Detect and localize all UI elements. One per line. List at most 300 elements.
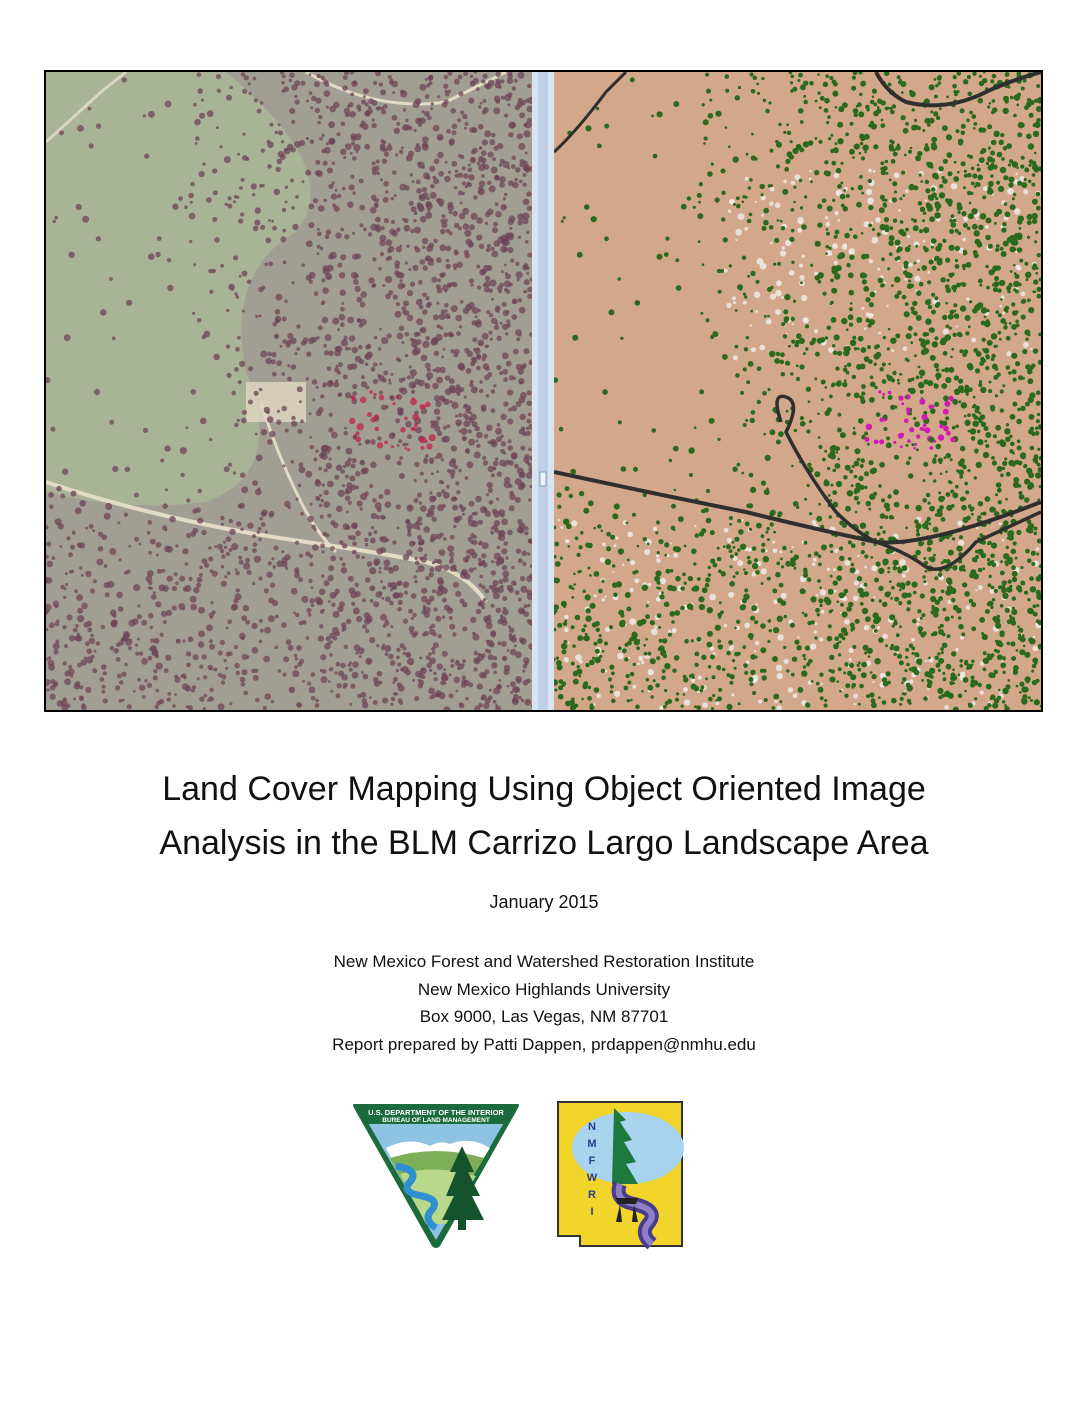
classified-vegetation-dot (635, 705, 640, 710)
photo-vegetation-dot (512, 698, 517, 703)
photo-vegetation-dot (371, 513, 377, 519)
classified-vegetation-dot (882, 393, 885, 396)
photo-vegetation-dot (503, 577, 509, 583)
classified-vegetation-dot (1035, 701, 1038, 704)
classified-vegetation-dot (1036, 553, 1039, 556)
classified-vegetation-dot (907, 600, 912, 605)
classified-vegetation-dot (963, 349, 968, 354)
classified-vegetation-dot (923, 348, 929, 354)
photo-vegetation-dot (396, 526, 399, 529)
photo-vegetation-dot (344, 645, 348, 649)
photo-vegetation-dot (378, 680, 382, 684)
classified-vegetation-dot (784, 316, 790, 322)
classified-vegetation-dot (903, 194, 906, 197)
photo-vegetation-dot (410, 398, 417, 405)
photo-vegetation-dot (407, 658, 414, 665)
classified-vegetation-dot (554, 578, 560, 584)
photo-vegetation-dot (55, 604, 59, 608)
classified-vegetation-dot (990, 653, 994, 657)
classified-vegetation-dot (729, 549, 733, 553)
photo-vegetation-dot (419, 501, 422, 504)
photo-vegetation-dot (220, 640, 225, 645)
photo-vegetation-dot (443, 668, 446, 671)
photo-vegetation-dot (325, 334, 332, 341)
photo-vegetation-dot (208, 269, 213, 274)
classified-vegetation-dot (933, 440, 936, 443)
photo-vegetation-dot (227, 619, 232, 624)
photo-vegetation-dot (372, 257, 376, 261)
classified-vegetation-dot (722, 354, 728, 360)
photo-vegetation-dot (519, 112, 525, 118)
photo-vegetation-dot (404, 218, 409, 223)
classified-vegetation-dot (701, 528, 706, 533)
classified-vegetation-dot (846, 328, 849, 331)
classified-vegetation-dot (1037, 413, 1040, 416)
photo-vegetation-dot (287, 333, 293, 339)
photo-vegetation-dot (478, 583, 482, 587)
photo-vegetation-dot (156, 554, 159, 557)
photo-vegetation-dot (512, 182, 519, 189)
photo-vegetation-dot (422, 309, 428, 315)
photo-vegetation-dot (119, 558, 122, 561)
photo-vegetation-dot (150, 587, 153, 590)
classified-vegetation-dot (743, 568, 746, 571)
photo-vegetation-dot (447, 545, 454, 552)
classified-vegetation-dot (958, 460, 964, 466)
classified-vegetation-dot (964, 482, 968, 486)
classified-vegetation-dot (905, 122, 909, 126)
classified-vegetation-dot (915, 245, 918, 248)
classified-vegetation-dot (829, 76, 833, 80)
photo-vegetation-dot (455, 384, 460, 389)
photo-vegetation-dot (384, 489, 390, 495)
classified-bare-patch (750, 324, 752, 326)
photo-vegetation-dot (462, 626, 467, 631)
classified-vegetation-dot (979, 75, 982, 78)
classified-vegetation-dot (715, 625, 721, 631)
photo-vegetation-dot (101, 690, 105, 694)
classified-vegetation-dot (883, 336, 886, 339)
classified-vegetation-dot (718, 569, 722, 573)
photo-vegetation-dot (258, 487, 261, 490)
photo-vegetation-dot (373, 677, 379, 683)
photo-vegetation-dot (491, 570, 496, 575)
photo-vegetation-dot (422, 187, 427, 192)
classified-vegetation-dot (996, 482, 1002, 488)
photo-vegetation-dot (400, 90, 404, 94)
photo-vegetation-dot (440, 533, 444, 537)
classified-vegetation-dot (941, 176, 944, 179)
classified-vegetation-dot (749, 178, 753, 182)
photo-vegetation-dot (405, 421, 411, 427)
photo-vegetation-dot (343, 75, 348, 80)
photo-vegetation-dot (228, 284, 235, 291)
classified-bare-patch (976, 218, 978, 220)
classified-vegetation-dot (961, 124, 966, 129)
photo-vegetation-dot (434, 159, 440, 165)
photo-vegetation-dot (233, 598, 238, 603)
photo-vegetation-dot (116, 657, 121, 662)
photo-vegetation-dot (527, 118, 532, 123)
photo-vegetation-dot (156, 689, 160, 693)
classified-bare-patch (799, 264, 803, 268)
photo-vegetation-dot (383, 197, 389, 203)
photo-vegetation-dot (437, 134, 444, 141)
classified-vegetation-dot (826, 601, 829, 604)
classified-vegetation-dot (588, 686, 592, 690)
classified-vegetation-dot (842, 637, 846, 641)
classified-vegetation-dot (946, 279, 949, 282)
classified-bare-patch (866, 189, 872, 195)
photo-vegetation-dot (464, 127, 467, 130)
classified-vegetation-dot (864, 356, 870, 362)
photo-vegetation-dot (527, 390, 532, 395)
classified-vegetation-dot (1028, 637, 1033, 642)
photo-vegetation-dot (485, 589, 490, 594)
classified-vegetation-dot (976, 351, 982, 357)
photo-vegetation-dot (49, 505, 54, 510)
classified-vegetation-dot (790, 89, 793, 92)
photo-vegetation-dot (281, 81, 285, 85)
classified-vegetation-dot (691, 549, 697, 555)
photo-vegetation-dot (319, 589, 326, 596)
photo-vegetation-dot (346, 511, 349, 514)
photo-vegetation-dot (450, 349, 454, 353)
photo-vegetation-dot (311, 672, 316, 677)
classified-vegetation-dot (923, 580, 926, 583)
classified-vegetation-dot (783, 309, 788, 314)
photo-vegetation-dot (312, 544, 319, 551)
photo-vegetation-dot (79, 542, 85, 548)
classified-bare-patch (761, 568, 767, 574)
photo-vegetation-dot (315, 108, 320, 113)
photo-vegetation-dot (240, 528, 244, 532)
classified-vegetation-dot (843, 189, 846, 192)
classified-bare-patch (779, 551, 782, 554)
classified-vegetation-dot (618, 420, 622, 424)
photo-vegetation-dot (519, 307, 526, 314)
photo-vegetation-dot (493, 461, 499, 467)
photo-vegetation-dot (493, 671, 497, 675)
photo-vegetation-dot (489, 313, 494, 318)
photo-vegetation-dot (490, 632, 496, 638)
classified-vegetation-dot (906, 444, 909, 447)
photo-vegetation-dot (483, 107, 489, 113)
photo-vegetation-dot (490, 338, 493, 341)
photo-vegetation-dot (261, 148, 265, 152)
classified-vegetation-dot (835, 142, 838, 145)
photo-vegetation-dot (482, 333, 489, 340)
photo-vegetation-dot (64, 644, 68, 648)
classified-bare-patch (702, 702, 708, 708)
classified-vegetation-dot (650, 658, 656, 664)
classified-vegetation-dot (586, 608, 591, 613)
classified-vegetation-dot (802, 654, 805, 657)
classified-vegetation-dot (671, 586, 677, 592)
photo-vegetation-dot (464, 250, 469, 255)
classified-vegetation-dot (816, 682, 820, 686)
photo-vegetation-dot (241, 682, 246, 687)
classified-vegetation-dot (735, 373, 740, 378)
photo-vegetation-dot (271, 220, 274, 223)
classified-vegetation-dot (776, 562, 780, 566)
classified-bare-patch (641, 661, 644, 664)
classified-vegetation-dot (859, 93, 862, 96)
photo-vegetation-dot (272, 372, 277, 377)
photo-vegetation-dot (90, 634, 94, 638)
classified-vegetation-dot (885, 644, 888, 647)
classified-vegetation-dot (1024, 591, 1028, 595)
classified-vegetation-dot (1006, 423, 1009, 426)
classified-vegetation-dot (954, 161, 957, 164)
classified-vegetation-dot (1027, 98, 1032, 103)
photo-vegetation-dot (77, 608, 83, 614)
photo-vegetation-dot (239, 275, 242, 278)
photo-vegetation-dot (471, 552, 477, 558)
photo-vegetation-dot (446, 264, 451, 269)
classified-vegetation-dot (810, 596, 816, 602)
classified-vegetation-dot (863, 286, 869, 292)
classified-vegetation-dot (754, 157, 758, 161)
photo-vegetation-dot (377, 436, 381, 440)
photo-vegetation-dot (437, 559, 442, 564)
photo-vegetation-dot (224, 466, 230, 472)
classified-vegetation-dot (721, 169, 726, 174)
photo-vegetation-dot (508, 219, 514, 225)
photo-vegetation-dot (278, 669, 282, 673)
classified-bare-patch (914, 276, 920, 282)
photo-vegetation-dot (283, 261, 287, 265)
classified-vegetation-dot (949, 229, 954, 234)
classified-vegetation-dot (849, 663, 854, 668)
photo-vegetation-dot (451, 161, 457, 167)
photo-vegetation-dot (520, 586, 527, 593)
photo-vegetation-dot (189, 240, 192, 243)
classified-vegetation-dot (824, 98, 830, 104)
photo-vegetation-dot (321, 499, 324, 502)
photo-vegetation-dot (503, 401, 508, 406)
classified-bare-patch (755, 641, 759, 645)
photo-vegetation-dot (92, 529, 95, 532)
photo-vegetation-dot (503, 607, 506, 610)
photo-vegetation-dot (112, 337, 116, 341)
classified-vegetation-dot (658, 626, 661, 629)
classified-vegetation-dot (783, 334, 788, 339)
classified-vegetation-dot (936, 663, 941, 668)
photo-vegetation-dot (330, 546, 335, 551)
photo-vegetation-dot (478, 542, 481, 545)
photo-vegetation-dot (439, 692, 446, 699)
photo-vegetation-dot (479, 181, 485, 187)
photo-vegetation-dot (55, 640, 59, 644)
classified-vegetation-dot (951, 348, 954, 351)
photo-vegetation-dot (245, 558, 250, 563)
classified-vegetation-dot (861, 672, 867, 678)
photo-vegetation-dot (499, 163, 503, 167)
classified-vegetation-dot (806, 429, 810, 433)
classified-vegetation-dot (707, 607, 713, 613)
classified-vegetation-dot (831, 609, 834, 612)
photo-vegetation-dot (379, 395, 384, 400)
photo-vegetation-dot (210, 569, 214, 573)
photo-vegetation-dot (360, 397, 367, 404)
photo-vegetation-dot (499, 182, 505, 188)
photo-vegetation-dot (265, 531, 268, 534)
photo-vegetation-dot (76, 594, 83, 601)
photo-vegetation-dot (233, 200, 236, 203)
photo-vegetation-dot (421, 588, 427, 594)
photo-vegetation-dot (485, 366, 490, 371)
photo-vegetation-dot (519, 159, 524, 164)
photo-vegetation-dot (329, 653, 333, 657)
classified-vegetation-dot (788, 345, 791, 348)
photo-vegetation-dot (252, 623, 258, 629)
photo-vegetation-dot (62, 469, 68, 475)
classified-vegetation-dot (1010, 641, 1015, 646)
photo-vegetation-dot (247, 570, 252, 575)
classified-vegetation-dot (657, 613, 662, 618)
classified-vegetation-dot (997, 466, 1003, 472)
photo-vegetation-dot (333, 636, 337, 640)
classified-vegetation-dot (809, 512, 812, 515)
photo-vegetation-dot (264, 693, 271, 700)
photo-vegetation-dot (434, 409, 440, 415)
classified-vegetation-dot (1027, 598, 1030, 601)
photo-vegetation-dot (345, 490, 350, 495)
classified-vegetation-dot (773, 627, 779, 633)
classified-vegetation-dot (1030, 699, 1033, 702)
classified-vegetation-dot (770, 149, 774, 153)
classified-vegetation-dot (589, 574, 592, 577)
photo-vegetation-dot (167, 692, 171, 696)
classified-vegetation-dot (818, 436, 821, 439)
photo-vegetation-dot (204, 331, 211, 338)
photo-vegetation-dot (236, 588, 240, 592)
classified-vegetation-dot (984, 316, 987, 319)
photo-vegetation-dot (260, 351, 267, 358)
classified-vegetation-dot (701, 655, 706, 660)
classified-vegetation-dot (587, 567, 590, 570)
photo-vegetation-dot (302, 180, 305, 183)
classified-vegetation-dot (889, 179, 892, 182)
classified-vegetation-dot (849, 290, 855, 296)
classified-vegetation-dot (749, 213, 753, 217)
classified-vegetation-dot (985, 496, 991, 502)
photo-vegetation-dot (240, 213, 244, 217)
photo-vegetation-dot (411, 593, 417, 599)
classified-bare-patch (755, 603, 758, 606)
classified-vegetation-dot (982, 634, 988, 640)
photo-vegetation-dot (429, 496, 436, 503)
classified-vegetation-dot (978, 383, 982, 387)
photo-vegetation-dot (517, 133, 523, 139)
photo-vegetation-dot (398, 600, 403, 605)
photo-vegetation-dot (202, 162, 205, 165)
photo-vegetation-dot (424, 612, 430, 618)
photo-vegetation-dot (425, 94, 430, 99)
photo-vegetation-dot (231, 604, 237, 610)
photo-vegetation-dot (511, 566, 515, 570)
photo-vegetation-dot (379, 363, 382, 366)
photo-vegetation-dot (390, 660, 396, 666)
photo-vegetation-dot (409, 201, 414, 206)
photo-vegetation-dot (388, 379, 391, 382)
photo-vegetation-dot (387, 249, 391, 253)
classified-vegetation-dot (744, 671, 748, 675)
photo-vegetation-dot (297, 386, 303, 392)
classified-vegetation-dot (946, 96, 949, 99)
photo-vegetation-dot (388, 567, 392, 571)
classified-vegetation-dot (980, 213, 986, 219)
classified-vegetation-dot (620, 620, 625, 625)
photo-vegetation-dot (429, 572, 434, 577)
classified-bare-patch (754, 292, 761, 299)
classified-vegetation-dot (751, 133, 754, 136)
photo-vegetation-dot (251, 183, 257, 189)
photo-vegetation-dot (324, 82, 329, 87)
photo-vegetation-dot (233, 471, 236, 474)
classified-vegetation-dot (770, 522, 774, 526)
classified-bare-patch (776, 280, 782, 286)
photo-vegetation-dot (124, 513, 128, 517)
photo-vegetation-dot (291, 84, 297, 90)
classified-bare-patch (1014, 208, 1020, 214)
photo-vegetation-dot (191, 389, 197, 395)
photo-vegetation-dot (363, 228, 367, 232)
classified-vegetation-dot (986, 162, 989, 165)
photo-vegetation-dot (484, 287, 490, 293)
classified-vegetation-dot (991, 456, 995, 460)
classified-vegetation-dot (936, 116, 940, 120)
photo-vegetation-dot (525, 152, 528, 155)
classified-vegetation-dot (608, 309, 614, 315)
photo-vegetation-dot (296, 324, 300, 328)
classified-vegetation-dot (975, 550, 979, 554)
classified-vegetation-dot (1015, 557, 1018, 560)
photo-vegetation-dot (492, 580, 498, 586)
classified-bare-patch (966, 605, 970, 609)
classified-bare-patch (772, 541, 775, 544)
classified-vegetation-dot (917, 268, 920, 271)
classified-vegetation-dot (847, 490, 853, 496)
photo-vegetation-dot (324, 501, 331, 508)
photo-vegetation-dot (425, 576, 429, 580)
classified-vegetation-dot (730, 565, 733, 568)
photo-vegetation-dot (425, 255, 431, 261)
classified-bare-patch (1021, 292, 1026, 297)
classified-bare-patch (825, 216, 828, 219)
photo-vegetation-dot (292, 224, 298, 230)
photo-vegetation-dot (507, 585, 513, 591)
classified-vegetation-dot (985, 444, 989, 448)
photo-vegetation-dot (274, 646, 278, 650)
photo-vegetation-dot (103, 698, 108, 703)
classified-vegetation-dot (854, 475, 858, 479)
photo-vegetation-dot (228, 463, 232, 467)
classified-bare-patch (898, 209, 901, 212)
classified-vegetation-dot (965, 420, 971, 426)
photo-vegetation-dot (258, 538, 261, 541)
classified-vegetation-dot (1004, 457, 1007, 460)
classified-vegetation-dot (1017, 219, 1022, 224)
photo-vegetation-dot (121, 672, 126, 677)
classified-vegetation-dot (886, 671, 891, 676)
photo-vegetation-dot (343, 686, 346, 689)
photo-vegetation-dot (267, 140, 271, 144)
classified-vegetation-dot (1016, 390, 1022, 396)
classified-vegetation-dot (829, 544, 833, 548)
photo-vegetation-dot (360, 319, 367, 326)
